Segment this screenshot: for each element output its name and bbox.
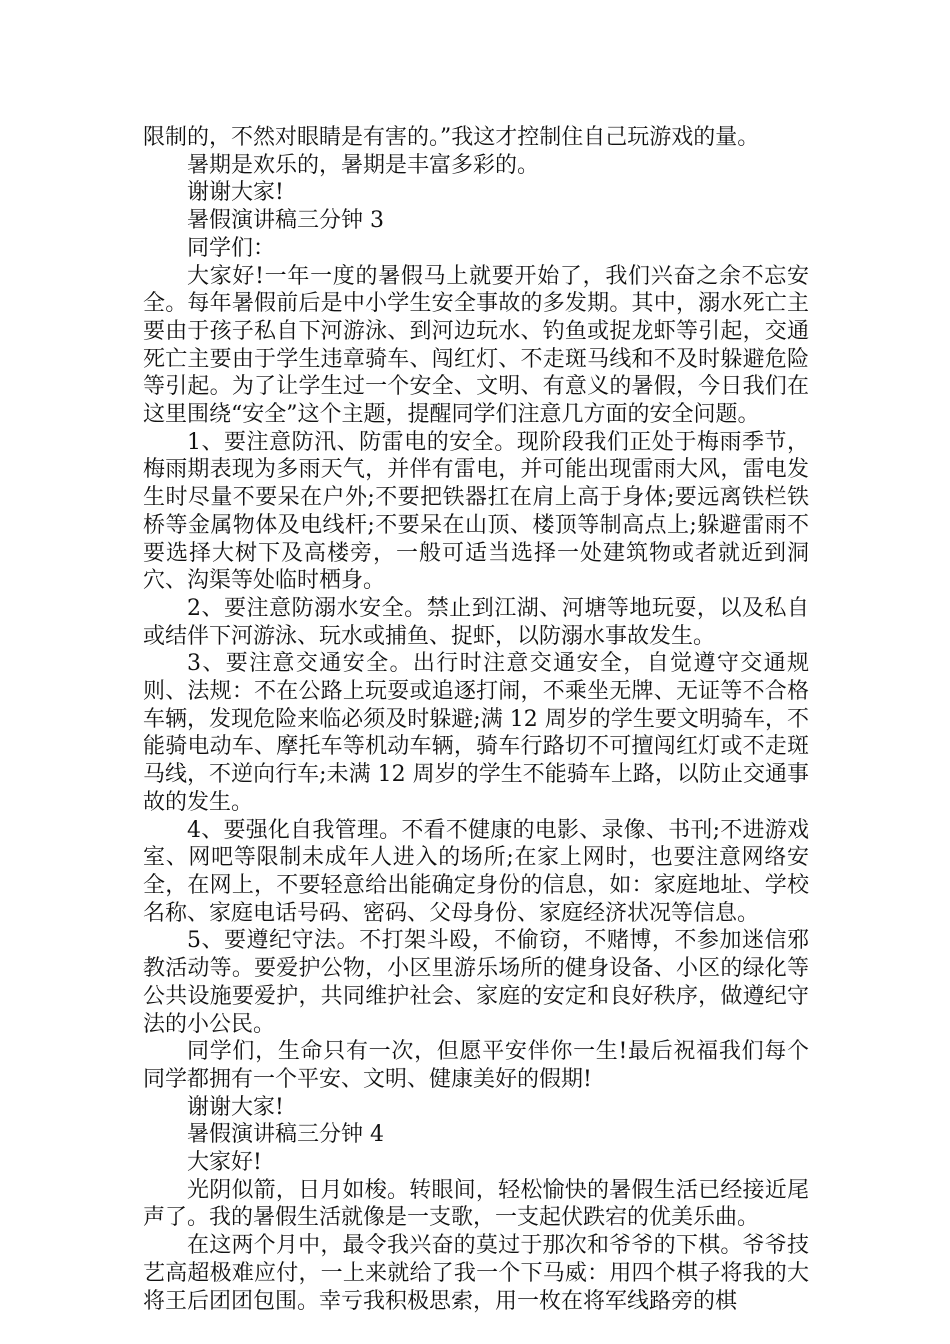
paragraph: 同学们，生命只有一次，但愿平安伴你一生!最后祝福我们每个同学都拥有一个平安、文明、健康美好的假期! [143, 1039, 809, 1092]
paragraph: 1、要注意防汛、防雷电的安全。现阶段我们正处于梅雨季节，梅雨期表现为多雨天气，并伴有雷电，并可能出现雷雨大风，雷电发生时尽量不要呆在户外;不要把铁器扛在肩上高于身体;要远离铁栏铁桥等金属物体及电线杆;不要呆在山顶、楼顶等制高点上;躲避雷雨不要选择大树下及高楼旁，一般可适当选择一处建筑物或者就近到洞穴、沟渠等处临时栖身。 [143, 429, 809, 594]
paragraph: 在这两个月中，最令我兴奋的莫过于那次和爷爷的下棋。爷爷技艺高超极难应付，一上来就给了我一个下马威：用四个棋子将我的大将王后团团包围。幸亏我积极思索，用一枚在将军线路旁的棋 [143, 1233, 809, 1314]
paragraph: 谢谢大家! [187, 180, 284, 206]
document-page [143, 124, 809, 1315]
salutation: 大家好! [187, 1150, 262, 1176]
paragraph: 大家好!一年一度的暑假马上就要开始了，我们兴奋之余不忘安全。每年暑假前后是中小学生安全事故的多发期。其中，溺水死亡主要由于孩子私自下河游泳、到河边玩水、钓鱼或捉龙虾等引起，交通死亡主要由于学生违章骑车、闯红灯、不走斑马线和不及时躲避危险等引起。为了让学生过一个安全、文明、有意义的暑假，今日我们在这里围绕“安全”这个主题，提醒同学们注意几方面的安全问题。 [143, 263, 809, 428]
paragraph: 谢谢大家! [187, 1094, 284, 1120]
section-heading: 暑假演讲稿三分钟 4 [187, 1122, 384, 1148]
paragraph: 光阴似箭，日月如梭。转眼间，轻松愉快的暑假生活已经接近尾声了。我的暑假生活就像是一支歌，一支起伏跌宕的优美乐曲。 [143, 1177, 809, 1231]
paragraph: 4、要强化自我管理。不看不健康的电影、录像、书刊;不进游戏室、网吧等限制未成年人进入的场所;在家上网时，也要注意网络安全，在网上，不要轻意给出能确定身份的信息，如：家庭地址、学校名称、家庭电话号码、密码、父母身份、家庭经济状况等信息。 [143, 817, 809, 926]
section-heading: 暑假演讲稿三分钟 3 [187, 208, 384, 234]
paragraph: 限制的，不然对眼睛是有害的。”我这才控制住自己玩游戏的量。 [143, 125, 760, 150]
paragraph: 2、要注意防溺水安全。禁止到江湖、河塘等地玩耍，以及私自或结伴下河游泳、玩水或捕鱼、捉虾，以防溺水事故发生。 [143, 595, 809, 649]
salutation: 同学们： [187, 235, 276, 261]
paragraph: 5、要遵纪守法。不打架斗殴，不偷窃，不赌博，不参加迷信邪教活动等。要爱护公物，小区里游乐场所的健身设备、小区的绿化等公共设施要爱护，共同维护社会、家庭的安定和良好秩序，做遵纪守法的小公民。 [143, 928, 809, 1037]
paragraph: 3、要注意交通安全。出行时注意交通安全，自觉遵守交通规则、法规：不在公路上玩耍或追逐打闹，不乘坐无牌、无证等不合格车辆，发现危险来临必须及时躲避;满 12 周岁的学生要文明骑车，不能骑电动车、摩托车等机动车辆，骑车行路切不可擅闯红灯或不走斑马线，不逆向行车;未满 12 周岁的学生不能骑车上路，以防止交通事故的发生。 [143, 651, 809, 815]
paragraph: 暑期是欢乐的，暑期是丰富多彩的。 [187, 152, 540, 178]
